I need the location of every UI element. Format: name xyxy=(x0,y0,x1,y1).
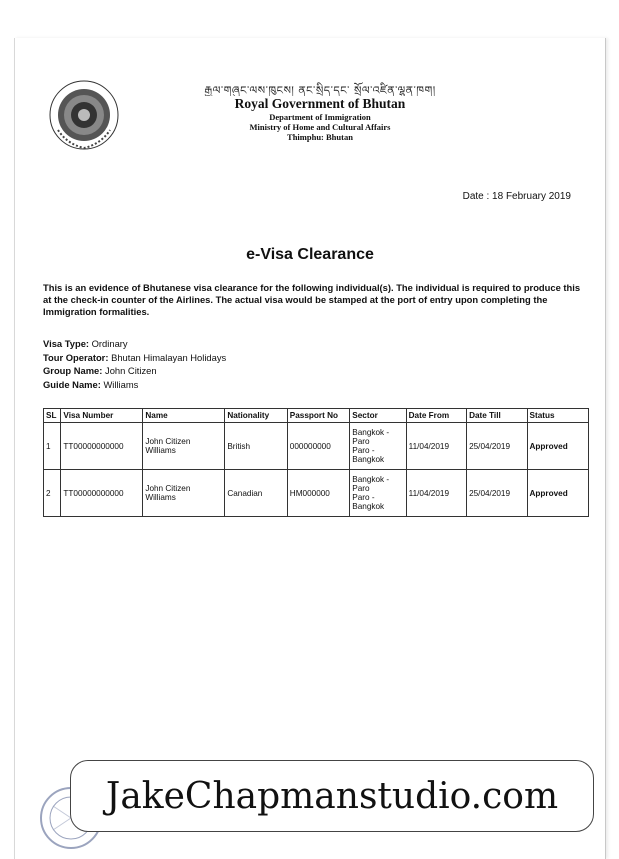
visa-type-label: Visa Type: xyxy=(43,338,90,349)
cell-sector xyxy=(350,470,406,517)
cell-date-till: 25/04/2019 xyxy=(467,423,527,470)
document-page xyxy=(14,38,606,859)
guide-name-value: Williams xyxy=(103,378,139,390)
ministry-line: Ministry of Home and Cultural Affairs xyxy=(249,122,391,132)
sector-line: Paro xyxy=(352,437,370,446)
group-name-row xyxy=(43,364,226,378)
cell-visa-number: TT00000000000 xyxy=(61,423,143,470)
sector-line: Bangkok - xyxy=(352,428,390,437)
cell-date-till: 25/04/2019 xyxy=(467,470,527,517)
tour-operator-label: Tour Operator: xyxy=(43,351,109,363)
letterhead xyxy=(185,78,455,142)
intro-paragraph: This is an evidence of Bhutanese visa clearance for the following individual(s). The individual is required to produce this at the check-in counter of the Airlines. The actual visa would be stamped at the port of entry upon completing the Immigration formalities. xyxy=(43,282,581,317)
sector-line: Bangkok xyxy=(352,502,385,511)
column-header: Sector xyxy=(350,409,406,423)
guide-name-row xyxy=(43,378,226,392)
group-name-label: Group Name: xyxy=(43,365,103,376)
government-title: Royal Government of Bhutan xyxy=(234,96,406,111)
column-header: Nationality xyxy=(225,409,287,423)
cell-date-from: 11/04/2019 xyxy=(406,470,466,517)
column-header: Name xyxy=(143,409,225,423)
document-date: Date : 18 February 2019 xyxy=(462,191,571,202)
visa-type-row xyxy=(43,337,226,351)
table-row xyxy=(44,423,589,470)
column-header: Date From xyxy=(406,409,466,423)
bhutan-emblem-icon xyxy=(47,78,121,152)
cell-passport: 000000000 xyxy=(287,423,349,470)
cell-name: John Citizen Williams xyxy=(143,423,225,470)
sector-line: Bangkok - xyxy=(352,475,390,484)
location-line: Thimphu: Bhutan xyxy=(287,132,353,142)
watermark-banner: JakeChapmanstudio.com xyxy=(70,760,594,832)
column-header: Passport No xyxy=(287,409,349,423)
cell-nationality: British xyxy=(225,423,287,470)
cell-sl: 1 xyxy=(44,423,61,470)
department-line: Department of Immigration xyxy=(269,112,371,122)
cell-nationality: Canadian xyxy=(225,470,287,517)
cell-date-from: 11/04/2019 xyxy=(406,423,466,470)
column-header: SL xyxy=(44,409,61,423)
cell-passport: HM000000 xyxy=(287,470,349,517)
visa-details xyxy=(43,337,226,391)
guide-name-label: Guide Name: xyxy=(43,378,101,390)
column-header: Visa Number xyxy=(61,409,143,423)
sector-line: Paro xyxy=(352,484,370,493)
column-header: Status xyxy=(527,409,589,423)
cell-visa-number: TT00000000000 xyxy=(61,470,143,517)
tour-operator-value: Bhutan Himalayan Holidays xyxy=(111,351,227,363)
group-name-value: John Citizen xyxy=(105,365,157,376)
table-row xyxy=(44,470,589,517)
cell-sl: 2 xyxy=(44,470,61,517)
sector-line: Paro - xyxy=(352,493,375,502)
tour-operator-row xyxy=(43,351,226,365)
cell-status: Approved xyxy=(527,470,589,517)
visa-table xyxy=(43,408,589,517)
sector-line: Paro - xyxy=(352,446,375,455)
dzongkha-title: རྒྱལ་གཞུང་ལས་ཁུངས། ནང་སྲིད་དང་ སྲོལ་འཛིན་ལྷན་ཁག། xyxy=(204,84,436,96)
cell-status: Approved xyxy=(527,423,589,470)
column-header: Date Till xyxy=(467,409,527,423)
cell-name: John Citizen Williams xyxy=(143,470,225,517)
sector-line: Bangkok xyxy=(352,455,385,464)
visa-type-value: Ordinary xyxy=(91,338,128,349)
cell-sector xyxy=(350,423,406,470)
document-title: e-Visa Clearance xyxy=(246,246,374,263)
table-header-row xyxy=(44,409,589,423)
